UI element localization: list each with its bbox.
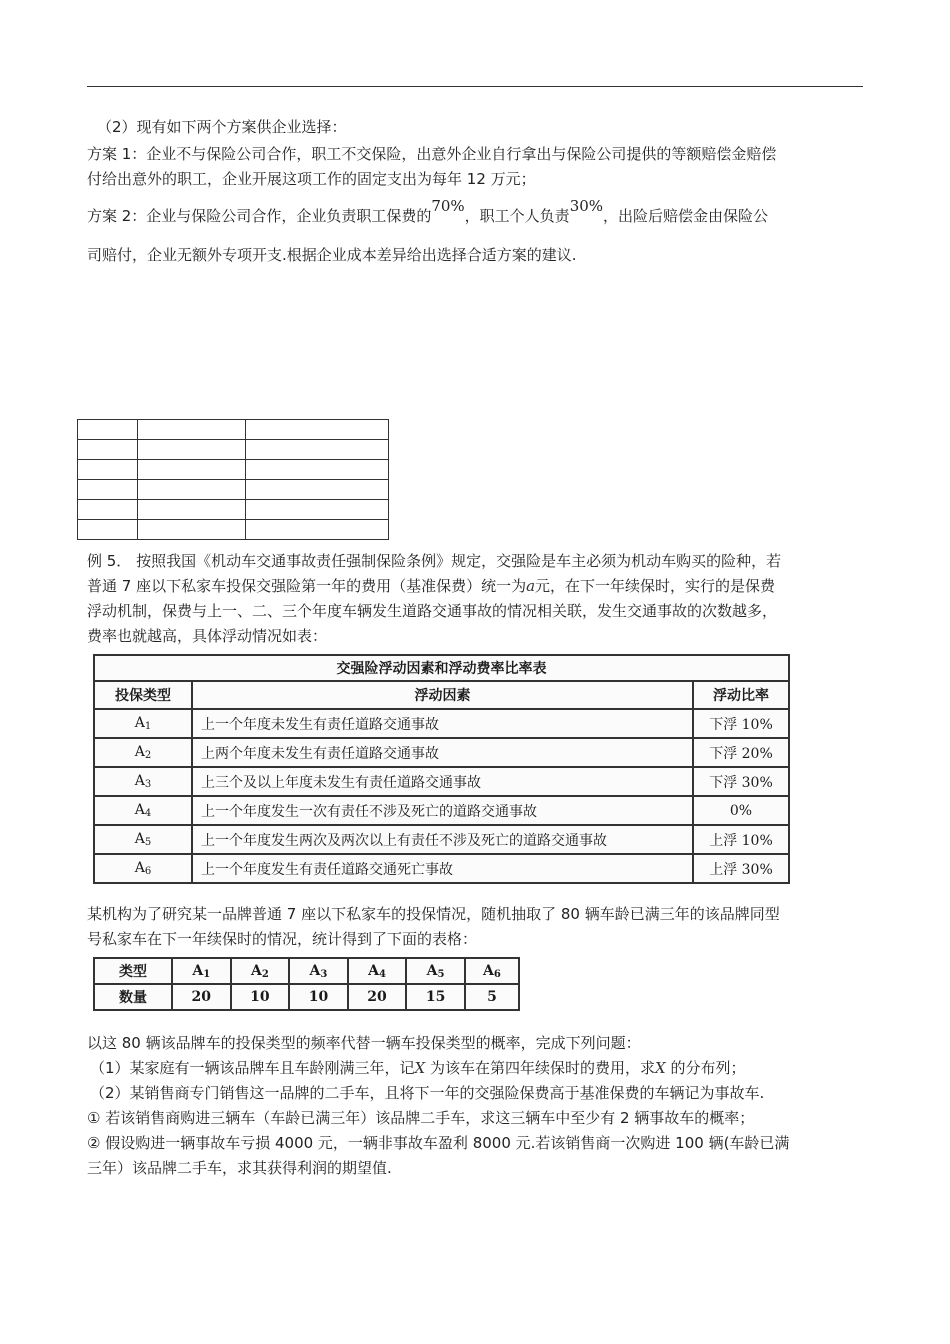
question-2-2-line1: ② 假设购进一辆事故车亏损 4000 元，一辆非事故车盈利 8000 元.若该销售商一次购进 100 辆(车龄已满 (87, 1134, 790, 1152)
plan2-pct-company: 70% (431, 197, 465, 215)
rate-factor: 上两个年度未发生有责任道路交通事故 (192, 738, 693, 767)
rate-factor: 上一个年度发生一次有责任不涉及死亡的道路交通事故 (192, 796, 693, 825)
question-1-a: （1）某家庭有一辆该品牌车且车龄刚满三年，记 (90, 1059, 415, 1077)
count-label-type: 类型 (94, 958, 172, 984)
plan2-text-b: ，职工个人负责 (464, 207, 570, 225)
question-2-2-line2: 三年）该品牌二手车，求其获得利润的期望值. (87, 1159, 392, 1177)
question-2-1: ① 若该销售商购进三辆车（车龄已满三年）该品牌二手车，求这三辆车中至少有 2 辆事故车的概率； (87, 1109, 755, 1127)
variable-x: X (414, 1059, 426, 1077)
survey-line2: 号私家车在下一年续保时的情况，统计得到了下面的表格： (87, 930, 478, 948)
rate-value: 下浮 30% (693, 767, 789, 796)
rate-header-rate: 浮动比率 (693, 681, 789, 709)
count-value: 5 (465, 984, 519, 1010)
rate-value: 下浮 10% (693, 709, 789, 738)
example5-line3: 浮动机制，保费与上一、二、三个年度车辆发生道路交通事故的情况相关联，发生交通事故的次数越多， (87, 602, 778, 620)
rate-factor: 上一个年度未发生有责任道路交通事故 (192, 709, 693, 738)
rate-table-image (93, 654, 790, 884)
count-value: 15 (406, 984, 465, 1010)
rate-factor: 上一个年度发生两次及两次以上有责任不涉及死亡的道路交通事故 (192, 825, 693, 854)
rate-row (94, 854, 789, 883)
plan2-line2: 司赔付，企业无额外专项开支.根据企业成本差异给出选择合适方案的建议. (87, 246, 577, 264)
count-value: 20 (348, 984, 407, 1010)
count-type: $A_5$ (406, 958, 465, 984)
rate-table-title: 交强险浮动因素和浮动费率比率表 (94, 655, 789, 681)
plan2-pct-employee: 30% (569, 197, 604, 215)
survey-line1: 某机构为了研究某一品牌普通 7 座以下私家车的投保情况，随机抽取了 80 辆车龄已满三年的该品牌同型 (87, 905, 780, 923)
plan2-text-a: 方案 2：企业与保险公司合作，企业负责职工保费的 (87, 207, 432, 225)
rate-value: 上浮 30% (693, 854, 789, 883)
plan1-line1: 方案 1：企业不与保险公司合作，职工不交保险，出意外企业自行拿出与保险公司提供的等额赔偿金赔偿 (87, 145, 777, 163)
count-type: $A_4$ (348, 958, 407, 984)
rate-row (94, 825, 789, 854)
plan1-line2: 付给出意外的职工，企业开展这项工作的固定支出为每年 12 万元； (87, 170, 536, 188)
rate-row (94, 738, 789, 767)
rate-row (94, 709, 789, 738)
rate-type: $A_6$ (94, 854, 192, 883)
example5-line2-a: 普通 7 座以下私家车投保交强险第一年的费用（基准保费）统一为 (87, 577, 527, 595)
questions-intro: 以这 80 辆该品牌车的投保类型的频率代替一辆车投保类型的概率，完成下列问题： (87, 1034, 641, 1052)
rate-type: $A_2$ (94, 738, 192, 767)
count-type: $A_6$ (465, 958, 519, 984)
part2-intro: （2）现有如下两个方案供企业选择： (97, 118, 347, 136)
count-table (93, 957, 520, 1011)
count-value: 10 (231, 984, 290, 1010)
count-value: 20 (172, 984, 231, 1010)
rate-type: $A_1$ (94, 709, 192, 738)
rate-value: 下浮 20% (693, 738, 789, 767)
rate-row (94, 767, 789, 796)
rate-value: 上浮 10% (693, 825, 789, 854)
count-type: $A_2$ (231, 958, 290, 984)
rate-type: $A_4$ (94, 796, 192, 825)
rate-factor: 上一个年度发生有责任道路交通死亡事故 (192, 854, 693, 883)
rate-value: 0% (693, 796, 789, 825)
plan2-text-c: ，出险后赔偿金由保险公 (603, 207, 769, 225)
example5-line2-b: 元，在下一年续保时，实行的是保费 (535, 577, 776, 595)
count-label-count: 数量 (94, 984, 172, 1010)
plan2-line1 (87, 197, 769, 226)
question-1 (90, 1058, 746, 1078)
example5-line4: 费率也就越高，具体浮动情况如表： (87, 627, 328, 645)
example5-line2 (87, 576, 775, 596)
rate-type: $A_3$ (94, 767, 192, 796)
rate-table (93, 654, 790, 884)
count-type: $A_3$ (289, 958, 348, 984)
count-type: $A_1$ (172, 958, 231, 984)
variable-a: a (526, 577, 536, 595)
rate-row (94, 796, 789, 825)
rate-factor: 上三个及以上年度未发生有责任道路交通事故 (192, 767, 693, 796)
question-2: （2）某销售商专门销售这一品牌的二手车，且将下一年的交强险保费高于基准保费的车辆记为事故车. (90, 1084, 765, 1102)
header-rule (87, 86, 863, 87)
question-1-b: 为该车在第四年续保时的费用，求 (430, 1059, 656, 1077)
question-1-c: 的分布列； (670, 1059, 746, 1077)
rate-type: $A_5$ (94, 825, 192, 854)
rate-header-type: 投保类型 (94, 681, 192, 709)
count-value: 10 (289, 984, 348, 1010)
example5-line1: 例 5． 按照我国《机动车交通事故责任强制保险条例》规定，交强险是车主必须为机动车购买的险种，若 (87, 552, 782, 570)
count-table-image (93, 957, 520, 1011)
blank-table (77, 419, 389, 540)
variable-x: X (655, 1059, 666, 1077)
rate-header-factor: 浮动因素 (192, 681, 693, 709)
